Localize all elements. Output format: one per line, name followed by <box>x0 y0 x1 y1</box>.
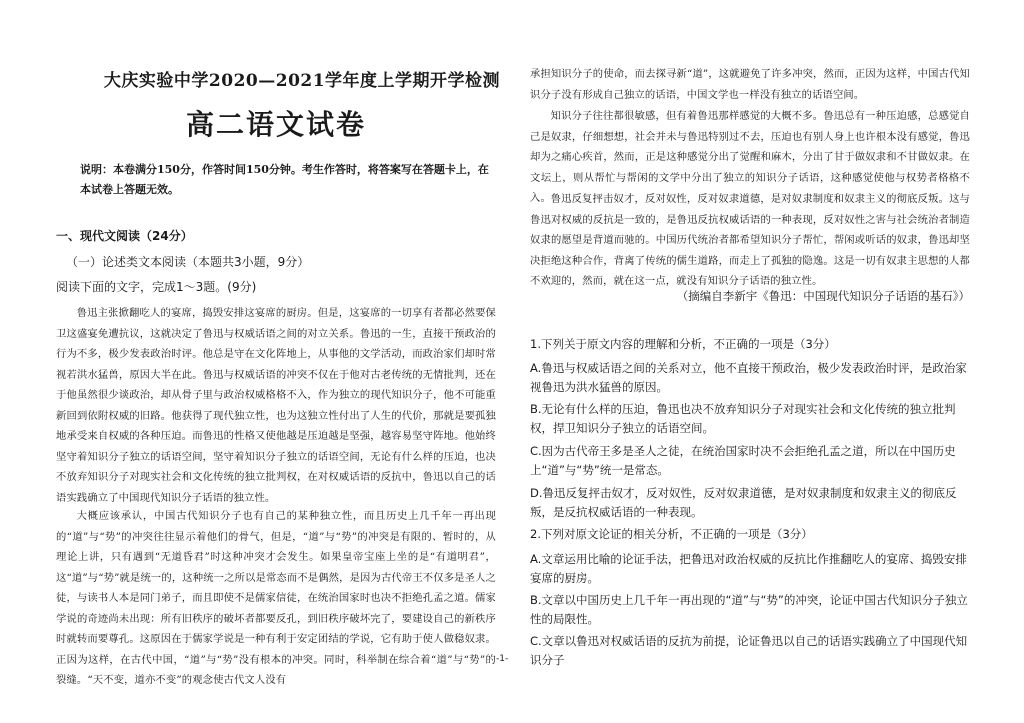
question-2: 2.下列对原文论证的相关分析，不正确的一项是（3分） <box>530 527 813 541</box>
section-heading: 一、现代文阅读（24分） <box>56 229 193 243</box>
question-1: 1.下列关于原文内容的理解和分析，不正确的一项是（3分） <box>530 337 836 351</box>
question-2-option-b: B.文章以中国历史上几千年一再出现的“道”与“势”的冲突，论证中国古代知识分子独立性的局限性。 <box>530 593 968 626</box>
passage-paragraph-4: 知识分子往往都很敏感，但有着鲁迅那样感觉的大概不多。鲁迅总有一种压迫感，总感觉自己是奴隶，仔细想想，社会并未与鲁迅特别过不去，压迫也有别人身上也许根本没有感觉，鲁迅却为之痛心疾首，然而，正是这种感觉分出了觉醒和麻木，分出了甘于做奴隶和不甘做奴隶。在文坛上，则从帮忙与帮闲的文学中分出了独立的知识分子话语，这种感觉使他与权势者格格不入。 <box>530 110 970 204</box>
subsection-heading: （一）论述类文本阅读（本题共3小题，9分） <box>66 255 310 269</box>
question-2-option-a: A.文章运用比喻的论证手法，把鲁迅对政治权威的反抗比作推翻吃人的宴席、捣毁安排宴席的厨房。 <box>530 552 967 585</box>
passage-paragraph-1: 鲁迅主张掀翻吃人的宴席，捣毁安排这宴席的厨房。但是，这宴席的一切享有者都必然要保卫这盛宴免遭抗议，这就决定了鲁迅与权威话语之间的对立关系。鲁迅的一生，直接干预政治的行为不多，极少发表政治时评。他总是守在文化阵地上，从事他的文学活动，而政治家们却时常视若洪水猛兽，原因大半在此。鲁迅与权威话语的冲突不仅在于他对古老传统的无情批判，还在于他虽然很少谈政治，却从骨子里与政治权威格格不入，作为独立的现代知识分子，他不可能重新回到依附权威的旧路。他获得了现代独立性，也为这独立性付出了人生的代价，那就是要孤独地承受来自权威的各种压迫。而鲁迅的性格又使他越是压迫越是坚强，越容易坚守阵地。他始终坚守着知识分子独立的话语空间，坚守着知识分子独立的话语空间，无论有什么样的压迫，也决不放弃知识分子对现实社会和文化传统的独立批判权，在对权威话语的反抗中，鲁迅以自己的话语实践确立了中国现代知识分子话语的独立性。 <box>56 307 496 504</box>
passage-paragraph-3: 承担知识分子的使命，而去探寻新“道”，这就避免了许多冲突，然而，正因为这样，中国古代知识分子没有形成自己独立的话语，中国文学也一样没有独立的话语空间。 <box>530 68 970 101</box>
passage-paragraph-2: 大概应该承认，中国古代知识分子也有自己的某种独立性，而且历史上几千年一再出现的“道”与“势”的冲突往往显示着他们的骨气，但是，“道”与“势”的冲突是有限的、暂时的，从理论上讲，只有遇到“无道昏君”时这种冲突才会发生。如果皇帝宝座上坐的是“有道明君”，这“道”与“势”就是统一的，这种统一之所以是常态而不是偶然，是因为古代帝王不仅多是圣人之徒，与读书人本是同门弟子，而且即使不是儒家信徒，在统治国家时也决不拒绝孔孟之道。儒家学说的奇迹尚未出现：所有旧秩序的破坏者都要反孔，到旧秩序破坏完了，要建设自己的新秩序时就转而要尊孔。这原因在于儒家学说是一种有利于安定团结的学说，它有助于使人做稳奴隶。正因为这样，在古代中国，“道”与“势”没有根本的冲突。同时，科举制在综合着“道”与“势”的裂缝。“天不变，道亦不变”的观念使古代文人没有 <box>56 510 496 686</box>
reading-instruction: 阅读下面的文字，完成1～3题。(9分) <box>56 280 257 294</box>
school-header: 大庆实验中学2020—2021学年度上学期开学检测 <box>103 71 501 91</box>
exam-title: 高二语文试卷 <box>185 108 366 141</box>
exam-instructions: 说明：本卷满分150分，作答时间150分钟。考生作答时，将答案写在答题卡上，在本试卷上答题无效。 <box>80 163 489 196</box>
question-1-option-c: C.因为古代帝王多是圣人之徒，在统治国家时决不会拒绝孔孟之道，所以在中国历史上“道”与“势”统一是常态。 <box>530 444 956 477</box>
passage-source: （摘编自李新宇《鲁迅：中国现代知识分子话语的基石》） <box>676 289 970 303</box>
page-number: -1- <box>496 654 509 664</box>
question-1-option-a: A.鲁迅与权威话语之间的关系对立，他不直接干预政治，极少发表政治时评，是政治家视鲁迅为洪水猛兽的原因。 <box>530 361 967 394</box>
question-1-option-d: D.鲁迅反复抨击奴才，反对奴性，反对奴隶道德，是对奴隶制度和奴隶主义的彻底反叛，是反抗权威话语的一种表现。 <box>530 486 957 519</box>
question-2-option-c: C.文章以鲁迅对权威话语的反抗为前提，论证鲁迅以自己的话语实践确立了中国现代知识分子 <box>530 634 968 667</box>
question-1-option-b: B.无论有什么样的压迫，鲁迅也决不放弃知识分子对现实社会和文化传统的独立批判权，捍卫知识分子独立的话语空间。 <box>530 402 956 435</box>
passage-paragraph-5: 鲁迅反复抨击奴才，反对奴性，反对奴隶道德，是对奴隶制度和奴隶主义的彻底反叛。这与鲁迅对权威的反抗是一致的，是鲁迅反抗权威话语的一种表现，反对奴性之害与社会统治者制造奴隶的愿望是背道而驰的。中国历代统治者都希望知识分子帮忙，帮闲或听话的奴隶，鲁迅却坚决拒绝这种合作，背离了传统的儒生道路，而走上了孤独的隐逸。这是一切有奴隶主思想的人都不欢迎的，然而，就在这一点，就没有知识分子话语的独立性。 <box>530 193 970 287</box>
